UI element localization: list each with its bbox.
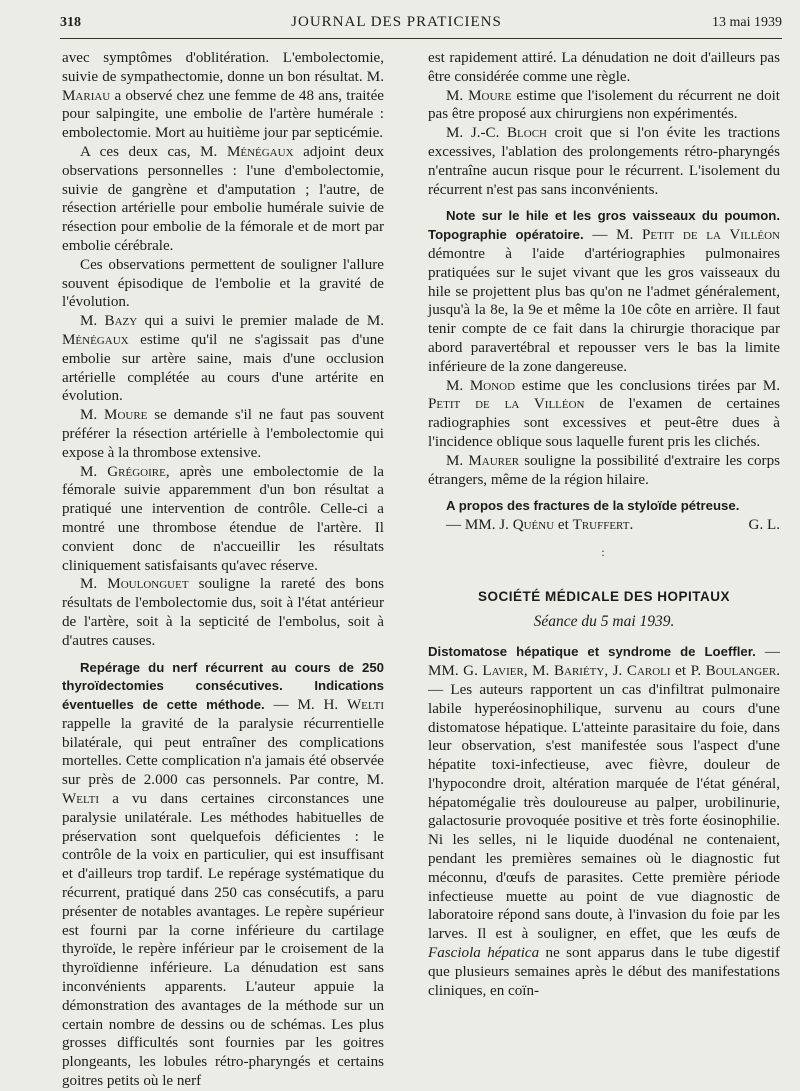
paragraph: M. Maurer souligne la possibilité d'extraire les corps étrangers, même de la région hilaire.	[428, 452, 780, 488]
section-paragraph: Repérage du nerf récurrent au cours de 250 thyroïdectomies consécutives. Indications éventuelles de cette méthode. — M. H. Welti rappelle la gravité de la paralysie récurrentielle bilatérale, qui peut entraîner des complications mortelles. Cette complication n'a jamais été observée sur près de 2.000 cas personnels. Par contre, M. Welti a vu dans certaines circonstances une paralysie unilatérale. Les méthodes habituelles de préservation sont quelquefois déficientes : le contrôle de la voix en particulier, qui est insuffisant et d'ailleurs trop tardif. Le repérage systématique du récurrent, pratiqué dans 250 cas consécutifs, a paru présenter de notables avantages. Le repère supérieur est fourni par la corne inférieure du cartilage thyroïde, le repère inférieur par le croisement de la thyroïdienne inférieure. La dénudation est sans inconvénients apparents. L'auteur appuie la démonstration des avantages de la méthode sur un certain nombre de dessins ou de schémas. Les plus grosses difficultés sont fournies par les goitres plongeants, les lobules rétro-pharyngés et certains goitres petits où le nerf	[62, 659, 384, 1090]
section-paragraph: Note sur le hile et les gros vaisseaux du poumon. Topographie opératoire. — M. Petit de la Villéon démontre à l'aide d'artériographies pulmonaires pratiquées sur le sujet vivant que les gros vaisseaux du hile se projettent plus bas qu'on ne l'admet généralement, jusqu'à la 8e, la 9e et même la 10e côte en arrière. Il faut tenir compte de ce fait dans la chirurgie thoracique par abord paravertébral et repousser vers le bas la limite inférieure de la zone dangereuse.	[428, 208, 780, 375]
page-number: 318	[60, 15, 81, 30]
paragraph: M. Moure estime que l'isolement du récurrent ne doit pas être proposé aux chirurgiens non expérimentés.	[428, 87, 781, 123]
paragraph: M. Moure se demande s'il ne faut pas souvent préférer la résection artérielle à l'embolectomie qui expose à la thrombose extensive.	[62, 407, 385, 461]
paragraph: Ces observations permettent de souligner l'allure souvent épisodique de l'embolie et la gravité de l'évolution.	[62, 256, 384, 311]
paragraph: A ces deux cas, M. Ménégaux adjoint deux observations personnelles : l'une d'embolectomie, suivie de gangrène et d'amputation ; l'autre, de résection artérielle pour embolie humérale suivie de résection pour embolie de la fémorale et de mort par embolie cérébrale.	[62, 143, 384, 254]
signature-initials: G. L.	[748, 517, 780, 534]
journal-title: JOURNAL DES PRATICIENS	[291, 14, 502, 30]
section-heading: Repérage du nerf récurrent au cours de 250 thyroïdectomies consécutives. Indications éventuelles de cette méthode.	[62, 659, 384, 713]
paragraph: M. J.-C. Bloch croit que si l'on évite les tractions excessives, l'ablation des prolongements rétro-pharyngés n'entraîne aucun risque pour le récurrent. L'isolement du récurrent n'est pas sans inconvénients.	[428, 125, 780, 198]
page-header	[60, 14, 782, 36]
issue-date: 13 mai 1939	[711, 15, 782, 30]
section-heading: A propos des fractures de la styloïde pétreuse.	[446, 498, 740, 514]
paragraph: avec symptômes d'oblitération. L'embolectomie, suivie de sympathectomie, donne un bon résultat. M. Mariau a observé chez une femme de 48 ans, traitée pour salpingite, une embolie de l'artère humérale : embolectomie. Mort au huitième jour par septicémie.	[62, 50, 384, 142]
section-heading: Note sur le hile et les gros vaisseaux du poumon. Topographie opératoire.	[428, 208, 780, 243]
society-title: SOCIÉTÉ MÉDICALE DES HOPITAUX	[477, 588, 731, 604]
author-line: — MM. J. Quénu et Truffert. G. L.	[446, 517, 780, 534]
paragraph: M. Monod estime que les conclusions tirées par M. Petit de la Villéon de l'examen de certaines radiographies sont excessives et peut-être dues à l'incidence oblique sous laquelle furent pris les clichés.	[428, 377, 781, 450]
left-column	[62, 49, 385, 1090]
paragraph: est rapidement attiré. La dénudation ne doit d'ailleurs pas être considérée comme une règle.	[428, 50, 780, 85]
separator: :	[601, 544, 607, 559]
paragraph: M. Grégoire, après une embolectomie de la fémorale suivie apparemment d'un bon résultat a pratiqué une intervention de contrôle. Celle-ci a montré une thrombose étendue de l'artère. Il convient donc de n'accueillir les résultats cliniquement satisfaisants qu'avec réserve.	[62, 463, 385, 574]
header-rule	[60, 38, 782, 39]
session-date: Séance du 5 mai 1939.	[533, 612, 675, 630]
right-column	[428, 49, 780, 1034]
section-heading: Distomatose hépatique et syndrome de Loeffler.	[428, 644, 756, 660]
section-paragraph: Distomatose hépatique et syndrome de Loeffler. — MM. G. Lavier, M. Bariéty, J. Caroli et P. Boulanger. — Les auteurs rapportent un cas d'infiltrat pulmonaire labile hyperéosinophilique, survenu au cours d'une distomatose hépatique. L'atteinte parasitaire du foie, dans leur observation, s'est manifestée sous l'aspect d'une hépatite toxi-infectieuse, avec fièvre, douleur de l'hypocondre droit, altération marquée de l'état général, hépatomégalie très douloureuse au palper, urobilinurie, galactosurie provoquée positive et très forte éosinophilie. Ni les selles, ni le liquide duodénal ne contenaient, pendant les premières semaines où le diagnostic fut méconnu, d'œufs de parasites. Cette première période infectieuse muette au point de vue diagnostic de laboratoire répond sans doute, à l'invasion du foie par les larves. Il est à souligner, en effet, que les œufs de Fasciola hépatica ne sont apparus dans le tube digestif que plusieurs semaines après le début des manifestations cliniques, en coïn-	[428, 644, 780, 999]
paragraph: M. Moulonguet souligne la rareté des bons résultats de l'embolectomie dus, soit à l'état antérieur de l'artère, soit à la septicité de l'embolus, soit à d'autres causes.	[62, 576, 385, 649]
paragraph: M. Bazy qui a suivi le premier malade de M. Ménégaux estime qu'il ne s'agissait pas d'une embolie sur artère saine, mais d'une occlusion artérielle complétée au cours d'une artérite en évolution.	[62, 313, 385, 405]
